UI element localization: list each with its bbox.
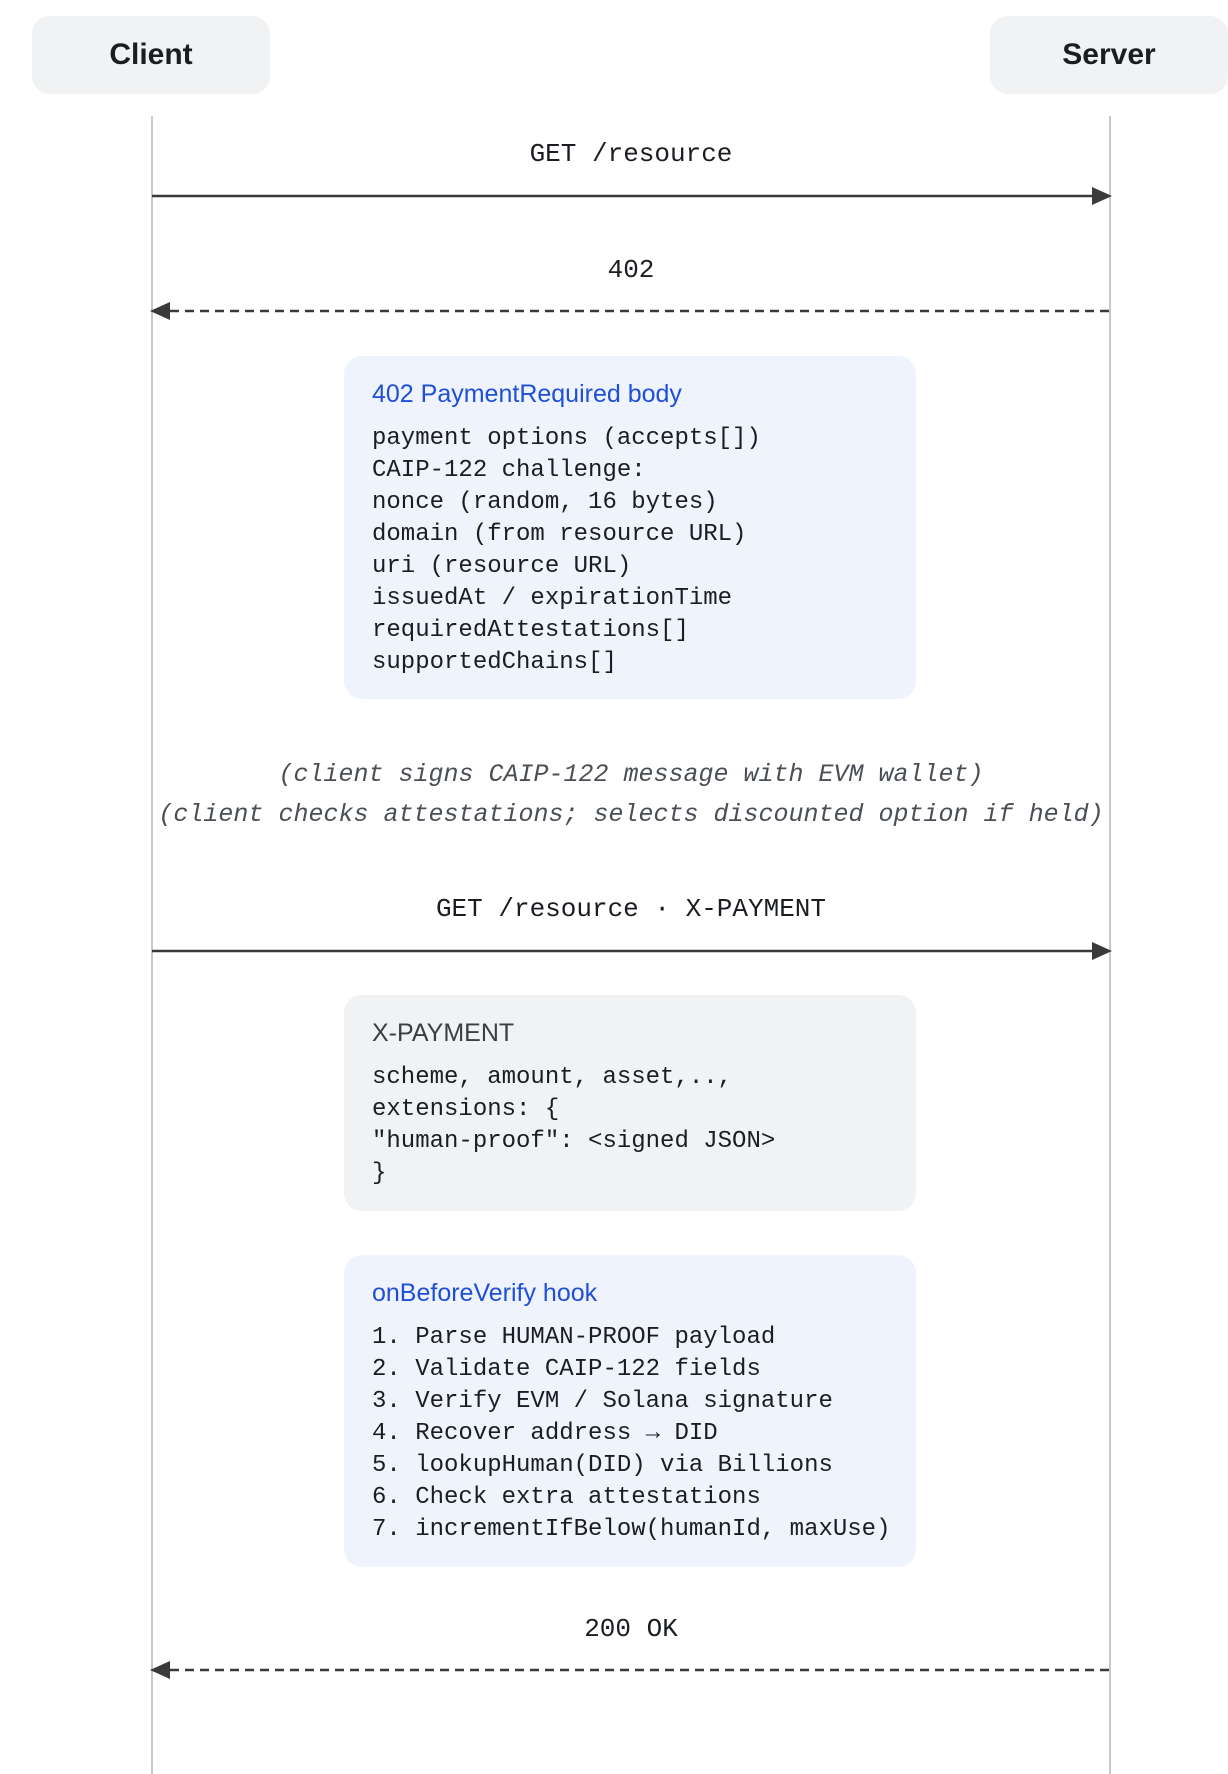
payment-required-box bbox=[344, 356, 916, 699]
payment-request-label: GET /resource · X-PAYMENT bbox=[435, 894, 827, 924]
verify-hook-step: 5. lookupHuman(DID) via Billions bbox=[372, 1452, 833, 1479]
verify-hook-step: 2. Validate CAIP-122 fields bbox=[372, 1356, 761, 1383]
payment-required-line: requiredAttestations[] bbox=[372, 617, 689, 644]
200-ok-label: 200 OK bbox=[584, 1614, 678, 1644]
verify-hook-step: 4. Recover address → DID bbox=[372, 1420, 718, 1447]
x-payment-line: extensions: { bbox=[372, 1096, 560, 1123]
x-payment-title: X-PAYMENT bbox=[372, 1019, 515, 1047]
verify-hook-step: 6. Check extra attestations bbox=[372, 1484, 761, 1511]
payment-required-title: 402 PaymentRequired body bbox=[372, 380, 682, 408]
x-payment-line: } bbox=[372, 1160, 387, 1187]
payment-required-line: domain (from resource URL) bbox=[372, 521, 747, 548]
payment-required-line: nonce (random, 16 bytes) bbox=[372, 489, 718, 516]
payment-required-line: payment options (accepts[]) bbox=[372, 425, 761, 452]
note-signs-message: (client signs CAIP-122 message with EVM wallet) bbox=[278, 760, 984, 789]
verify-hook-title: onBeforeVerify hook bbox=[372, 1279, 598, 1307]
payment-required-line: uri (resource URL) bbox=[372, 553, 632, 580]
x-payment-line: scheme, amount, asset,.., bbox=[372, 1064, 733, 1091]
verify-hook-step: 3. Verify EVM / Solana signature bbox=[372, 1388, 833, 1415]
payment-required-line: supportedChains[] bbox=[372, 649, 617, 676]
x-payment-box bbox=[344, 995, 916, 1211]
verify-hook-box bbox=[344, 1255, 916, 1567]
client-actor: Client bbox=[32, 16, 270, 94]
x-payment-line: "human-proof": <signed JSON> bbox=[372, 1128, 776, 1155]
payment-required-line: CAIP-122 challenge: bbox=[372, 457, 646, 484]
server-actor: Server bbox=[990, 16, 1228, 94]
402-label: 402 bbox=[607, 255, 655, 285]
request-label: GET /resource bbox=[529, 139, 733, 169]
verify-hook-step: 1. Parse HUMAN-PROOF payload bbox=[372, 1324, 776, 1351]
verify-hook-step: 7. incrementIfBelow(humanId, maxUse) bbox=[372, 1516, 891, 1543]
payment-required-line: issuedAt / expirationTime bbox=[372, 585, 733, 612]
note-checks-attestations: (client checks attestations; selects discounted option if held) bbox=[158, 800, 1104, 829]
